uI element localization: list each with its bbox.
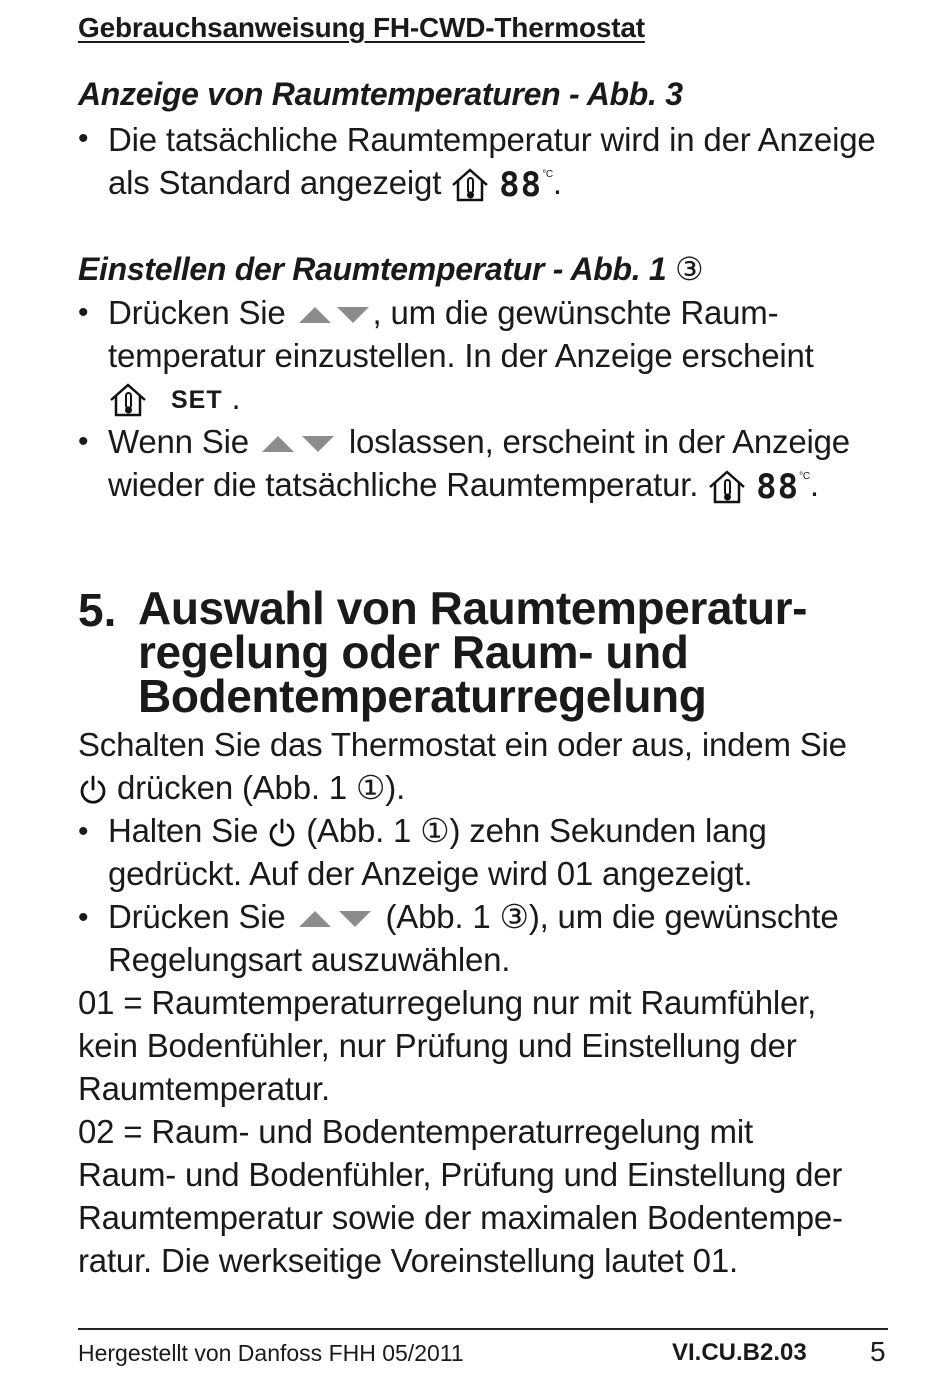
set-bullet1-a: Drücken Sie	[108, 294, 286, 331]
section5-b1-line1	[108, 809, 767, 852]
set-bullet1-b: , um die gewünschte Raum-	[372, 294, 779, 331]
display-digits: 88	[499, 164, 543, 205]
set-label: SET	[170, 385, 223, 414]
option02-line4: ratur. Die werkseitige Voreinstellung lautet 01.	[78, 1242, 738, 1279]
arrow-up-down-icon	[295, 908, 377, 930]
option01-line1: 01 = Raumtemperaturregelung nur mit Raumfühler,	[78, 984, 817, 1021]
document-header: Gebrauchsanweisung FH-CWD-Thermostat	[78, 12, 645, 43]
bullet: •	[78, 296, 89, 329]
section5-title-line1: Auswahl von Raumtemperatur-	[138, 582, 808, 634]
footer-code: VI.CU.B2.03	[672, 1339, 807, 1366]
bullet: •	[78, 901, 89, 934]
footer-divider	[78, 1328, 888, 1330]
option01-line3: Raumtemperatur.	[78, 1070, 330, 1107]
display-unit: °C	[799, 470, 810, 482]
set-bullet2-b: loslassen, erscheint in der Anzeige	[348, 423, 850, 460]
section-title-set	[78, 250, 703, 288]
option02-line3: Raumtemperatur sowie der maximalen Bodentempe-	[78, 1199, 843, 1236]
arrow-up-down-icon	[295, 304, 373, 326]
section5-title-line3: Bodentemperaturregelung	[138, 670, 707, 722]
bullet: •	[78, 815, 89, 848]
display-bullet-line2: als Standard angezeigt 88°C.	[108, 161, 562, 207]
set-bullet2-line2: wieder die tatsächliche Raumtemperatur. 88°C.	[108, 463, 819, 509]
section-title-set-ref: ③	[675, 251, 704, 287]
section5-b1-a: Halten Sie	[108, 812, 259, 849]
display-digits: 88	[756, 466, 800, 507]
section5-b2-a: Drücken Sie	[108, 898, 286, 935]
house-thermometer-icon	[108, 382, 148, 418]
display-unit: °C	[542, 168, 553, 180]
set-bullet2-line1	[108, 420, 850, 463]
section5-intro-line2	[78, 766, 405, 809]
section-title-display: Anzeige von Raumtemperaturen - Abb. 3	[78, 76, 683, 112]
bullet: •	[78, 122, 89, 155]
set-bullet1-line3: SET .	[108, 376, 241, 422]
page-number: 5	[870, 1336, 886, 1367]
house-thermometer-icon	[450, 167, 490, 203]
section5-title-line2: regelung oder Raum- und	[138, 626, 689, 678]
section5-b2-line2: Regelungsart auszuwählen.	[108, 941, 511, 978]
set-bullet1-line1	[108, 291, 778, 334]
set-bullet2-a: Wenn Sie	[108, 423, 249, 460]
option01-line2: kein Bodenfühler, nur Prüfung und Einstellung der	[78, 1027, 797, 1064]
section5-b1-b: (Abb. 1 ①) zehn Sekunden lang	[306, 812, 767, 849]
display-bullet-text: als Standard angezeigt	[108, 164, 442, 201]
set-bullet2-text: wieder die tatsächliche Raumtemperatur.	[108, 466, 699, 503]
section5-intro-line1: Schalten Sie das Thermostat ein oder aus, indem Sie	[78, 726, 847, 763]
power-icon	[78, 775, 108, 805]
display-bullet-line1: Die tatsächliche Raumtemperatur wird in der Anzeige	[108, 121, 876, 158]
footer-manufacturer: Hergestellt von Danfoss FHH 05/2011	[78, 1340, 464, 1366]
bullet: •	[78, 425, 89, 458]
option02-line2: Raum- und Bodenfühler, Prüfung und Einstellung der	[78, 1156, 843, 1193]
section5-number: 5.	[78, 584, 117, 636]
section5-b1-line2: gedrückt. Auf der Anzeige wird 01 angezeigt.	[108, 855, 753, 892]
arrow-up-down-icon	[258, 433, 340, 455]
section5-b2-b: (Abb. 1 ③), um die gewünschte	[385, 898, 839, 935]
house-thermometer-icon	[707, 469, 747, 505]
set-bullet1-line2: temperatur einzustellen. In der Anzeige erscheint	[108, 337, 814, 374]
option02-line1: 02 = Raum- und Bodentemperaturregelung mit	[78, 1113, 753, 1150]
section5-intro-text: drücken (Abb. 1 ①).	[116, 769, 406, 806]
section5-b2-line1	[108, 895, 839, 938]
power-icon	[267, 818, 297, 848]
section-title-set-text: Einstellen der Raumtemperatur - Abb. 1	[78, 251, 667, 287]
